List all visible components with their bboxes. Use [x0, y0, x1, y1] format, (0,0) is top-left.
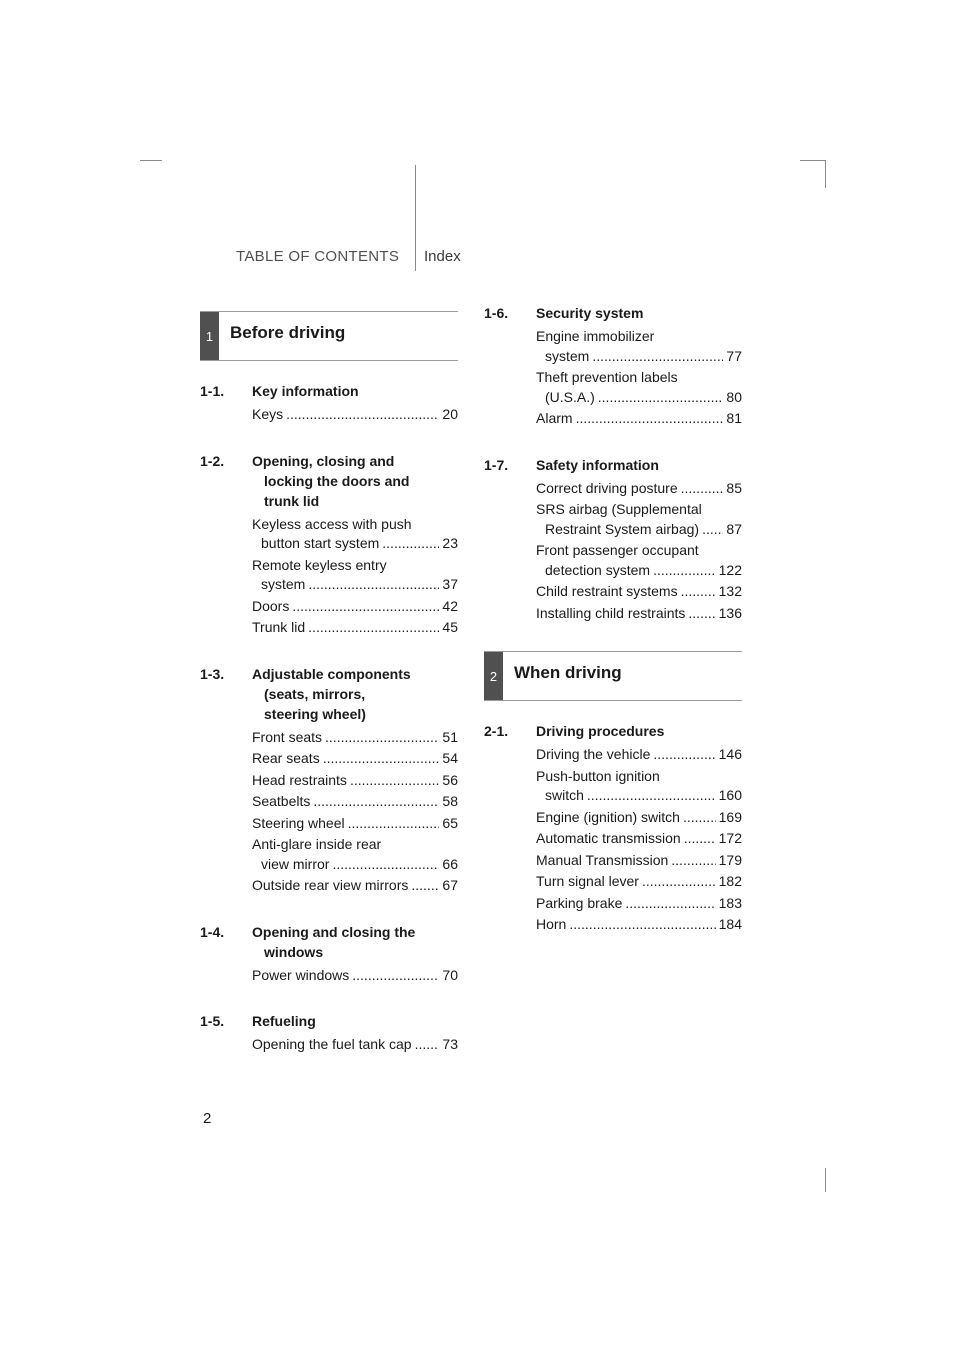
entry-title-line: Driving the vehicle — [536, 746, 651, 762]
chapter-title: When driving — [514, 663, 622, 682]
dot-leader — [684, 829, 716, 849]
entry-line — [536, 388, 742, 408]
toc-entry-link[interactable] — [252, 1035, 458, 1055]
right-column — [484, 303, 742, 935]
dot-leader — [308, 575, 439, 595]
entry-page-number: 23 — [442, 535, 458, 551]
entry-line — [252, 534, 458, 554]
section-heading — [484, 455, 742, 475]
section-title-line: steering wheel) — [264, 705, 366, 722]
entry-page-number: 70 — [442, 966, 458, 983]
entry-line — [536, 604, 742, 624]
entry-title-line: detection system — [545, 561, 651, 578]
entry-title-line: Front seats — [252, 728, 323, 745]
entry-line — [252, 792, 458, 812]
section-title-line: Opening, closing and — [252, 452, 395, 469]
toc-entry-link[interactable] — [536, 368, 742, 407]
entry-line — [252, 749, 458, 769]
entry-page-number: 56 — [442, 771, 458, 788]
entry-page-number: 77 — [726, 347, 742, 364]
dot-leader — [598, 388, 724, 408]
entry-title-line: system — [545, 347, 590, 364]
toc-entry-link[interactable] — [536, 851, 742, 871]
crop-mark-top-left — [140, 160, 162, 161]
entry-line — [536, 561, 742, 581]
section-title-line: windows — [264, 943, 324, 960]
entry-title-line: Installing child restraints — [536, 604, 686, 621]
toc-entry-link[interactable] — [536, 479, 742, 499]
entry-title-line: Child restraint systems — [536, 583, 678, 599]
toc-section — [200, 922, 458, 986]
dot-leader — [702, 520, 723, 540]
section-number: 1-4. — [200, 923, 225, 940]
entry-line — [252, 876, 458, 896]
toc-entry-link[interactable] — [252, 597, 458, 617]
chapter-header — [200, 311, 458, 361]
entry-title-line: Manual Transmission — [536, 851, 669, 868]
dot-leader — [348, 814, 440, 834]
entry-page-number: 146 — [718, 746, 742, 762]
entry-page-number: 169 — [718, 808, 742, 825]
entry-title-line: Head restraints — [252, 771, 347, 788]
dot-leader — [671, 851, 715, 871]
entry-title-line: Power windows — [252, 966, 350, 983]
section-title-line: Security system — [536, 305, 644, 321]
entry-title-line: Rear seats — [252, 750, 320, 766]
dot-leader — [332, 855, 439, 875]
entry-title-line: button start system — [261, 535, 380, 551]
entry-page-number: 51 — [442, 728, 458, 745]
toc-entry-link[interactable] — [536, 767, 742, 806]
dot-leader — [642, 872, 716, 892]
section-heading — [484, 721, 742, 741]
entry-page-number: 179 — [718, 851, 742, 868]
entry-page-number: 81 — [726, 410, 742, 426]
section-number: 1-6. — [484, 305, 509, 321]
entry-page-number: 183 — [718, 894, 742, 911]
toc-entry-link[interactable] — [536, 915, 742, 935]
entry-page-number: 132 — [718, 583, 742, 599]
entry-title-line: Theft prevention labels — [536, 369, 678, 385]
toc-section — [200, 1011, 458, 1055]
entry-title-line: Push-button ignition — [536, 767, 660, 784]
section-number: 1-2. — [200, 452, 225, 469]
section-title — [252, 664, 458, 724]
entry-page-number: 20 — [442, 406, 458, 422]
entry-line — [536, 479, 742, 499]
section-title-line: Adjustable components — [252, 665, 411, 682]
dot-leader — [653, 745, 715, 765]
entry-page-number: 66 — [442, 855, 458, 872]
toc-entry-link[interactable] — [536, 604, 742, 624]
section-title-line: Opening and closing the — [252, 923, 416, 940]
section-title — [536, 303, 742, 323]
dot-leader — [352, 966, 439, 986]
section-heading — [200, 922, 458, 962]
toc-section — [484, 303, 742, 429]
entry-line — [252, 771, 458, 791]
toc-entry-link[interactable] — [536, 829, 742, 849]
entry-title-line: Opening the fuel tank cap — [252, 1036, 412, 1052]
entry-title-line: SRS airbag (Supplemental — [536, 501, 702, 517]
toc-section — [200, 664, 458, 896]
entry-title-line: (U.S.A.) — [545, 388, 595, 405]
entry-line — [536, 894, 742, 914]
page-number: 2 — [203, 1110, 212, 1127]
section-number: 1-5. — [200, 1013, 225, 1029]
dot-leader — [323, 749, 440, 769]
toc-section — [484, 455, 742, 624]
toc-entry-link[interactable] — [252, 876, 458, 896]
entry-title-line: Restraint System airbag) — [545, 520, 700, 537]
section-number: 1-1. — [200, 383, 225, 399]
dot-leader — [592, 347, 723, 367]
entry-line — [536, 520, 742, 540]
section-title-line: Refueling — [252, 1013, 316, 1029]
chapter-title: Before driving — [230, 323, 346, 342]
entry-page-number: 67 — [442, 877, 458, 893]
entry-line — [536, 829, 742, 849]
section-title-line: trunk lid — [264, 492, 320, 509]
entry-title-line: Correct driving posture — [536, 479, 678, 496]
dot-leader — [411, 876, 439, 896]
entry-line — [252, 814, 458, 834]
dot-leader — [683, 808, 716, 828]
entry-line — [536, 915, 742, 935]
entry-title-line: Keyless access with push — [252, 515, 412, 532]
entry-page-number: 182 — [718, 873, 742, 889]
dot-leader — [350, 771, 439, 791]
section-heading — [200, 381, 458, 401]
section-heading — [200, 451, 458, 511]
entry-page-number: 80 — [726, 388, 742, 405]
toc-section — [200, 451, 458, 638]
entry-page-number: 87 — [726, 520, 742, 537]
dot-leader — [653, 561, 716, 581]
entry-title-line: Front passenger occupant — [536, 542, 699, 558]
entry-page-number: 58 — [442, 793, 458, 809]
toc-entry-link[interactable] — [536, 745, 742, 765]
section-title — [252, 922, 458, 962]
section-number: 1-3. — [200, 665, 225, 682]
toc-entry-link[interactable] — [252, 792, 458, 812]
section-title — [252, 451, 458, 511]
crop-mark-top-right-h — [800, 160, 826, 161]
crop-mark-bottom-right — [825, 1168, 826, 1192]
toc-entry-link[interactable] — [252, 405, 458, 425]
entry-line — [252, 728, 458, 748]
entry-title-line: Anti-glare inside rear — [252, 836, 382, 852]
entry-title-line: Turn signal lever — [536, 873, 639, 889]
dot-leader — [325, 728, 439, 748]
chapter-spacer — [484, 623, 742, 651]
toc-entry-link[interactable] — [252, 771, 458, 791]
toc-entry-link[interactable] — [252, 835, 458, 874]
section-title-line: locking the doors and — [264, 472, 410, 489]
section-heading — [200, 1011, 458, 1031]
entry-line — [252, 405, 458, 425]
entry-line — [536, 808, 742, 828]
entry-title-line: Outside rear view mirrors — [252, 877, 409, 893]
nav-divider — [415, 165, 416, 271]
section-heading — [200, 664, 458, 724]
entry-line — [252, 618, 458, 638]
entry-line — [536, 786, 742, 806]
dot-leader — [313, 792, 439, 812]
entry-line — [536, 851, 742, 871]
entry-title-line: system — [261, 576, 306, 592]
toc-entry-link[interactable] — [252, 515, 458, 554]
dot-leader — [681, 479, 724, 499]
section-title — [536, 455, 742, 475]
toc-entry-link[interactable] — [536, 872, 742, 892]
dot-leader — [625, 894, 715, 914]
entry-title-line: Doors — [252, 597, 290, 614]
chapter-number-tab: 2 — [484, 652, 503, 700]
toc-entry-link[interactable] — [252, 618, 458, 638]
entry-title-line: Engine (ignition) switch — [536, 808, 680, 825]
toc-section — [484, 721, 742, 935]
entry-page-number: 122 — [718, 561, 742, 578]
entry-page-number: 45 — [442, 619, 458, 635]
dot-leader — [286, 405, 439, 425]
entry-title-line: Keys — [252, 406, 284, 422]
chapter-number-tab: 1 — [200, 312, 219, 360]
entry-page-number: 54 — [442, 750, 458, 766]
toc-entry-link[interactable] — [536, 541, 742, 580]
entry-line — [252, 1035, 458, 1055]
section-title-line: Key information — [252, 383, 359, 399]
entry-title-line: Seatbelts — [252, 793, 311, 809]
entry-title-line: Automatic transmission — [536, 830, 681, 846]
entry-title-line: Trunk lid — [252, 619, 306, 635]
section-number: 2-1. — [484, 723, 509, 739]
dot-leader — [292, 597, 439, 617]
entry-page-number: 136 — [718, 604, 742, 621]
toc-entry-link[interactable] — [252, 966, 458, 986]
entry-page-number: 65 — [442, 814, 458, 831]
dot-leader — [681, 582, 716, 602]
entry-page-number: 42 — [442, 597, 458, 614]
entry-page-number: 160 — [718, 787, 742, 803]
entry-line — [536, 745, 742, 765]
entry-title-line: Steering wheel — [252, 814, 345, 831]
dot-leader — [308, 618, 439, 638]
section-heading — [484, 303, 742, 323]
toc-entry-link[interactable] — [252, 556, 458, 595]
entry-title-line: Alarm — [536, 410, 573, 426]
chapter-header — [484, 651, 742, 701]
entry-title-line: Parking brake — [536, 894, 623, 911]
left-column — [200, 311, 458, 1055]
toc-entry-link[interactable] — [536, 500, 742, 539]
section-title — [252, 381, 458, 401]
section-title — [252, 1011, 458, 1031]
dot-leader — [688, 604, 715, 624]
dot-leader — [569, 915, 715, 935]
section-title-line: Driving procedures — [536, 723, 665, 739]
section-title-line: Safety information — [536, 456, 659, 473]
entry-line — [536, 409, 742, 429]
entry-line — [536, 582, 742, 602]
entry-line — [252, 575, 458, 595]
entry-title-line: view mirror — [261, 855, 330, 872]
section-title — [536, 721, 742, 741]
entry-line — [252, 966, 458, 986]
entry-page-number: 184 — [718, 916, 742, 932]
toc-section — [200, 381, 458, 425]
toc-entry-link[interactable] — [536, 582, 742, 602]
toc-entry-link[interactable] — [252, 728, 458, 748]
toc-entry-link[interactable] — [536, 894, 742, 914]
entry-line — [252, 597, 458, 617]
entry-title-line: Engine immobilizer — [536, 328, 655, 344]
section-title-line: (seats, mirrors, — [264, 685, 366, 702]
dot-leader — [576, 409, 724, 429]
toc-entry-link[interactable] — [536, 808, 742, 828]
dot-leader — [415, 1035, 440, 1055]
entry-title-line: Remote keyless entry — [252, 556, 387, 573]
toc-entry-link[interactable] — [252, 749, 458, 769]
entry-line — [252, 855, 458, 875]
dot-leader — [382, 534, 439, 554]
toc-entry-link[interactable] — [536, 327, 742, 366]
nav-index-link[interactable]: Index — [424, 248, 461, 265]
dot-leader — [587, 786, 716, 806]
entry-line — [536, 347, 742, 367]
entry-title-line: switch — [545, 787, 584, 803]
entry-title-line: Horn — [536, 916, 567, 932]
toc-entry-link[interactable] — [252, 814, 458, 834]
section-number: 1-7. — [484, 456, 509, 473]
entry-page-number: 85 — [726, 479, 742, 496]
entry-line — [536, 872, 742, 892]
crop-mark-top-right-v — [825, 160, 826, 188]
entry-page-number: 37 — [442, 576, 458, 592]
entry-page-number: 73 — [442, 1036, 458, 1052]
toc-entry-link[interactable] — [536, 409, 742, 429]
nav-table-of-contents-link[interactable]: TABLE OF CONTENTS — [236, 248, 400, 265]
entry-page-number: 172 — [718, 830, 742, 846]
